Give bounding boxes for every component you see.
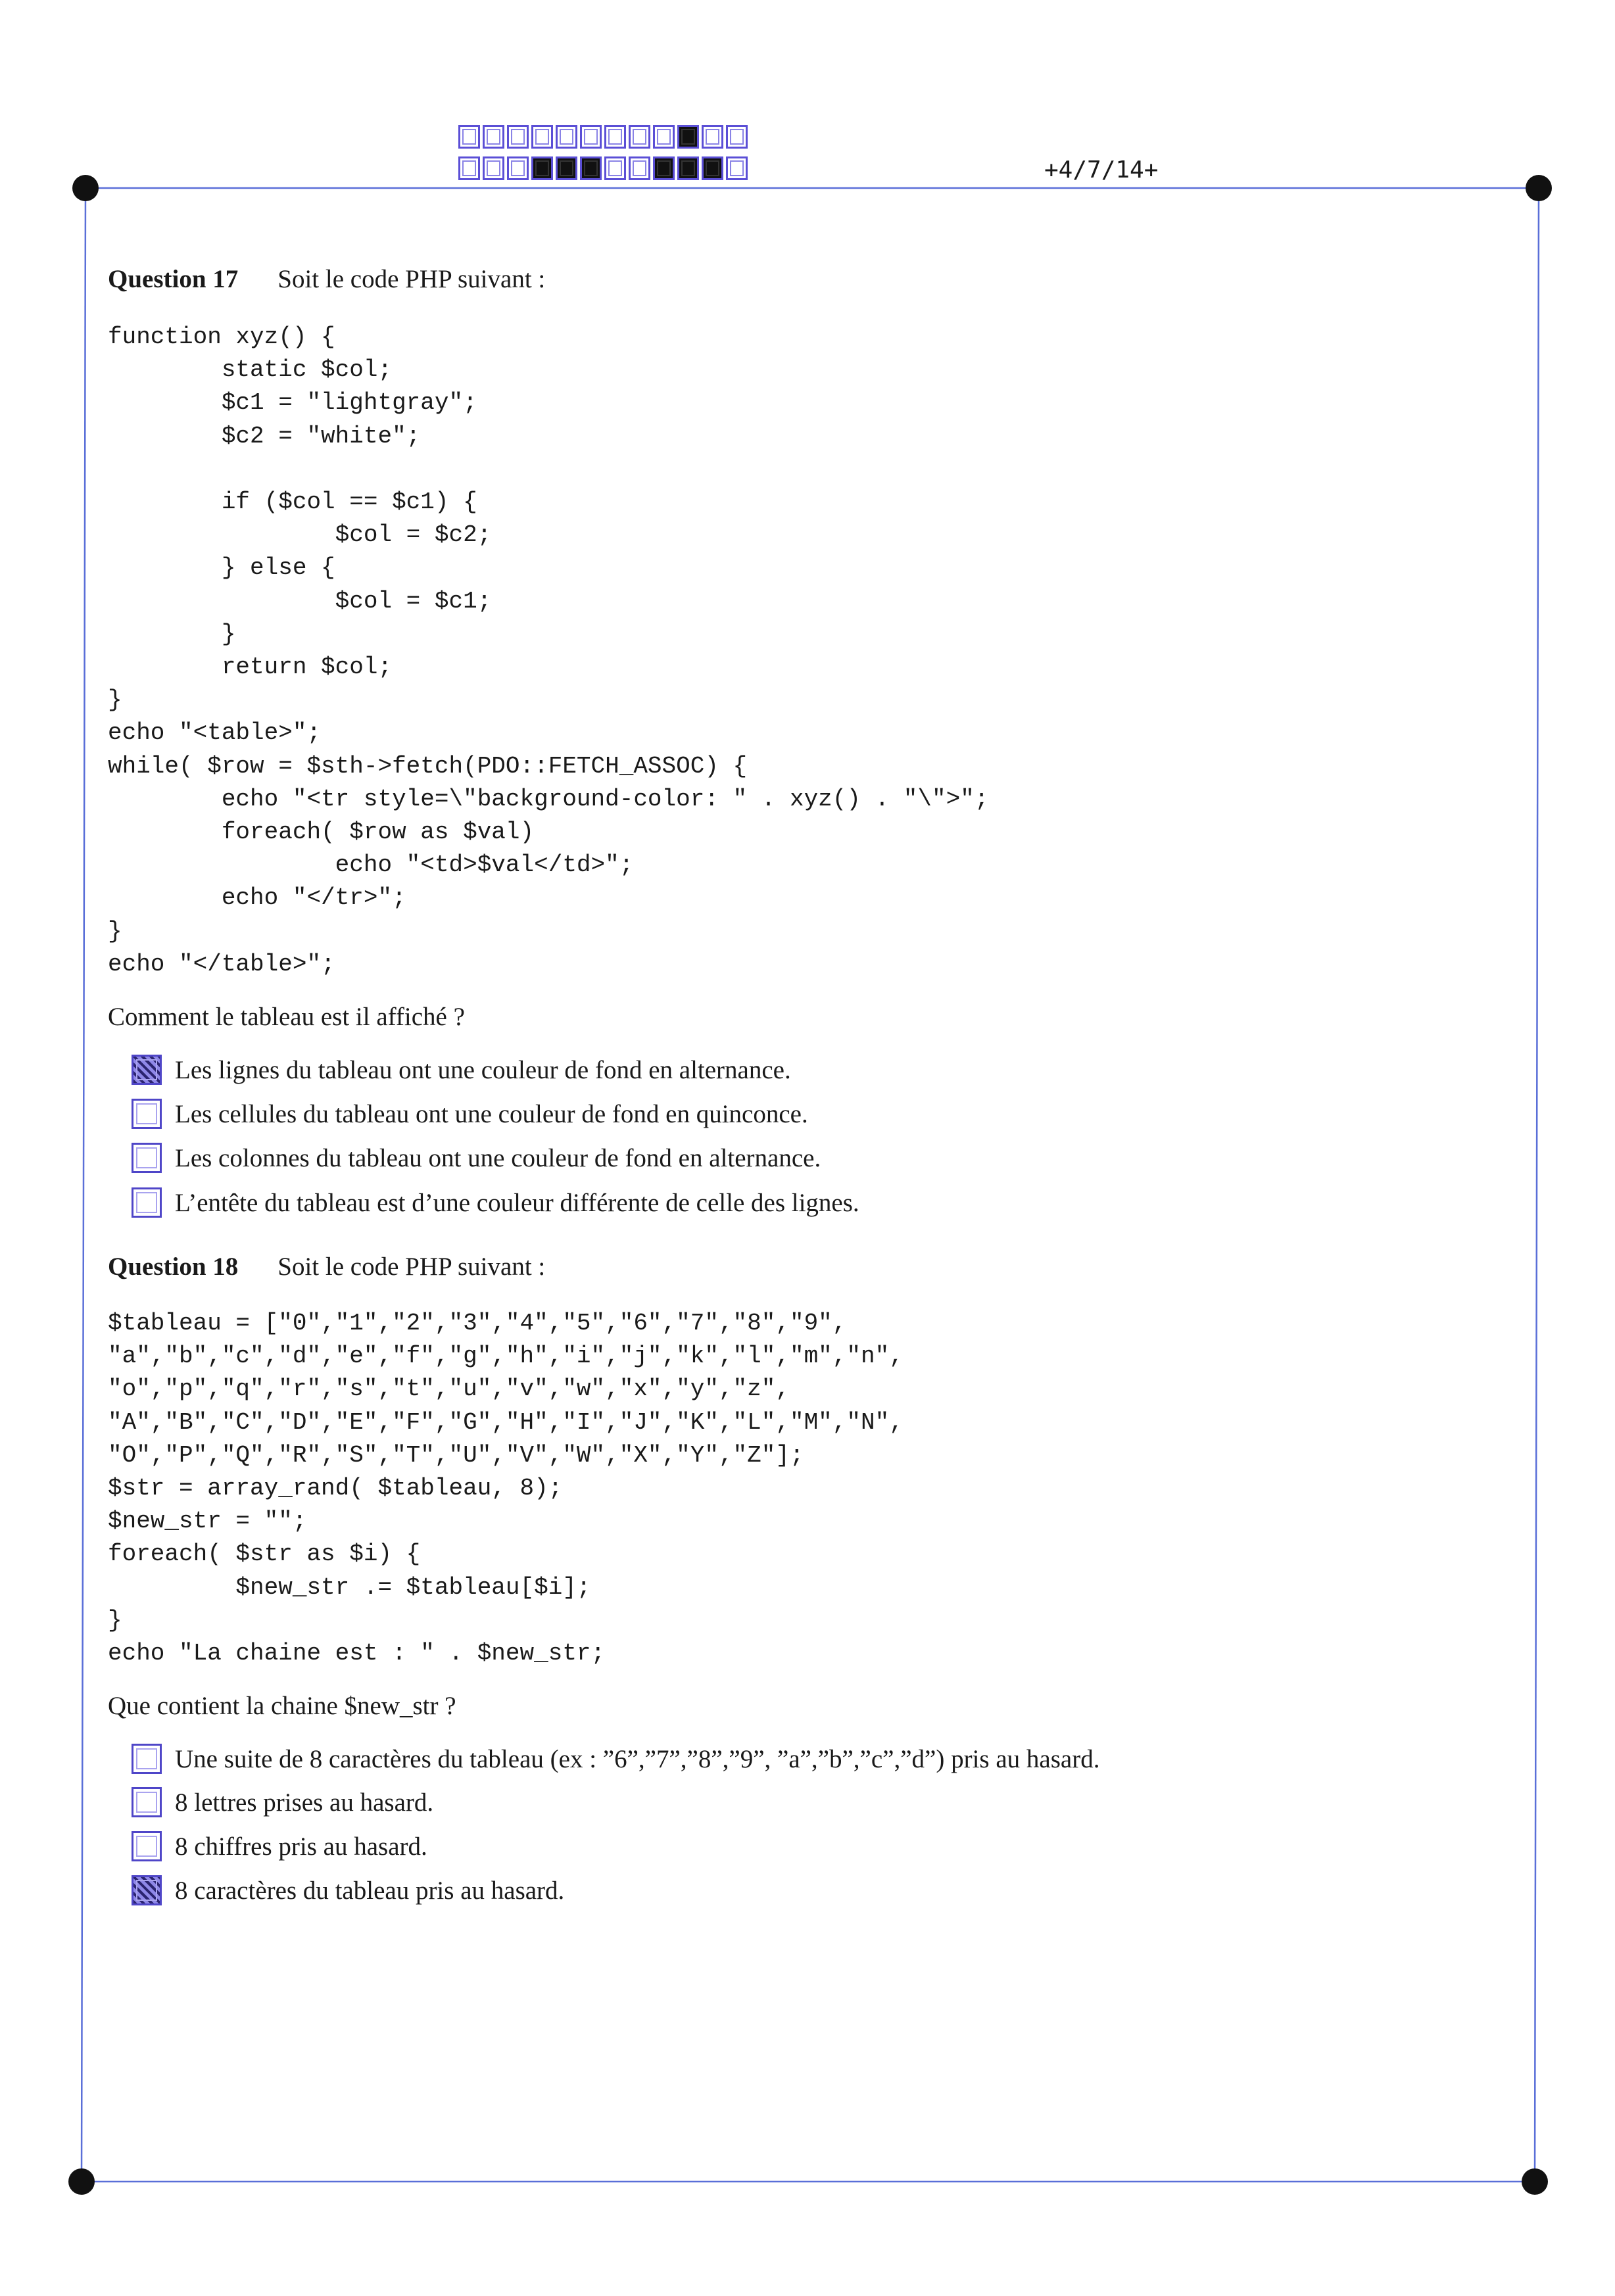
- barcode-cell: [702, 125, 723, 149]
- question-18-text: Soit le code PHP suivant :: [277, 1253, 546, 1281]
- answer-checkbox[interactable]: [132, 1143, 162, 1173]
- barcode-cell: [507, 125, 529, 149]
- barcode-cell: [604, 156, 626, 180]
- barcode-cell: [556, 156, 577, 180]
- answer-checkbox[interactable]: [132, 1099, 162, 1129]
- answer-text: 8 lettres prises au hasard.: [175, 1788, 434, 1817]
- answer-checkbox[interactable]: [132, 1744, 162, 1774]
- barcode-cell: [458, 125, 480, 149]
- question-18-heading: [108, 1252, 545, 1281]
- answer-checkbox[interactable]: [132, 1055, 162, 1085]
- barcode-cell: [458, 156, 480, 180]
- question-17-code: function xyz() { static $col; $c1 = "lightgray"; $c2 = "white"; if ($col == $c1) { $col = $c2; } else { $col = $c1; } return $col; } echo "<table>"; while( $row = $sth->fetch(PDO::FETCH_ASSOC) { echo "<tr style=\"background-color: " . xyz() . "\">"; foreach( $row as $val) echo "<td>$val</td>"; echo "</tr>"; } echo "</table>";: [108, 323, 989, 978]
- barcode-row-1: [458, 125, 750, 149]
- question-17-label: Question 17: [108, 265, 239, 293]
- answer-text: 8 chiffres pris au hasard.: [175, 1832, 427, 1861]
- question-18-answer-1[interactable]: [132, 1744, 1099, 1774]
- barcode-cell: [702, 156, 723, 180]
- barcode-cell: [726, 156, 748, 180]
- corner-mark-bottom-right: [1522, 2168, 1548, 2195]
- answer-text: Les cellules du tableau ont une couleur de fond en quinconce.: [175, 1099, 808, 1128]
- answer-text: Une suite de 8 caractères du tableau (ex : ”6”,”7”,”8”,”9”, ”a”,”b”,”c”,”d”) pris au hasard.: [175, 1744, 1100, 1773]
- question-17-answer-1[interactable]: [132, 1055, 791, 1085]
- corner-mark-top-right: [1526, 175, 1552, 201]
- question-18-answer-3[interactable]: [132, 1831, 427, 1861]
- barcode-cell: [629, 125, 650, 149]
- page-id: +4/7/14+: [1044, 156, 1159, 183]
- answer-text: L’entête du tableau est d’une couleur différente de celle des lignes.: [175, 1188, 859, 1217]
- corner-mark-bottom-left: [68, 2168, 95, 2195]
- barcode-cell: [726, 125, 748, 149]
- barcode-cell: [531, 125, 553, 149]
- question-18-answer-2[interactable]: [132, 1787, 433, 1817]
- barcode-cell: [531, 156, 553, 180]
- answer-checkbox[interactable]: [132, 1187, 162, 1218]
- barcode-cell: [556, 125, 577, 149]
- barcode-cell: [483, 156, 504, 180]
- question-18-prompt: Que contient la chaine $new_str ?: [108, 1692, 456, 1720]
- answer-text: Les lignes du tableau ont une couleur de fond en alternance.: [175, 1055, 791, 1084]
- question-17-answer-3[interactable]: [132, 1143, 821, 1173]
- barcode-cell: [653, 156, 675, 180]
- barcode-cell: [604, 125, 626, 149]
- answer-checkbox[interactable]: [132, 1875, 162, 1905]
- question-17-heading: [108, 264, 545, 294]
- question-18-code: $tableau = ["0","1","2","3","4","5","6","7","8","9", "a","b","c","d","e","f","g","h","i","j","k","l","m","n", "o","p","q","r","s","t","u","v","w","x","y","z", "A","B","C","D","E","F","G","H","I","J","K","L","M","N", "O","P","Q","R","S","T","U","V","W","X","Y","Z"]; $str = array_rand( $tableau, 8); $new_str = ""; foreach( $str as $i) { $new_str .= $tableau[$i]; } echo "La chaine est : " . $new_str;: [108, 1310, 904, 1667]
- question-17-answer-4[interactable]: [132, 1187, 859, 1218]
- answer-text: 8 caractères du tableau pris au hasard.: [175, 1876, 565, 1905]
- question-17-prompt: Comment le tableau est il affiché ?: [108, 1003, 465, 1031]
- question-18-answer-4[interactable]: [132, 1875, 564, 1905]
- corner-mark-top-left: [72, 175, 99, 201]
- barcode-cell: [653, 125, 675, 149]
- barcode-cell: [629, 156, 650, 180]
- barcode-cell: [483, 125, 504, 149]
- barcode-cell: [507, 156, 529, 180]
- question-18-label: Question 18: [108, 1253, 239, 1281]
- barcode-cell: [580, 156, 602, 180]
- barcode-cell: [580, 125, 602, 149]
- barcode-cell: [677, 125, 699, 149]
- barcode-cell: [677, 156, 699, 180]
- question-17-answer-2[interactable]: [132, 1099, 808, 1129]
- answer-text: Les colonnes du tableau ont une couleur de fond en alternance.: [175, 1143, 821, 1172]
- answer-checkbox[interactable]: [132, 1787, 162, 1817]
- answer-checkbox[interactable]: [132, 1831, 162, 1861]
- question-17-text: Soit le code PHP suivant :: [277, 265, 546, 293]
- barcode-row-2: [458, 156, 750, 180]
